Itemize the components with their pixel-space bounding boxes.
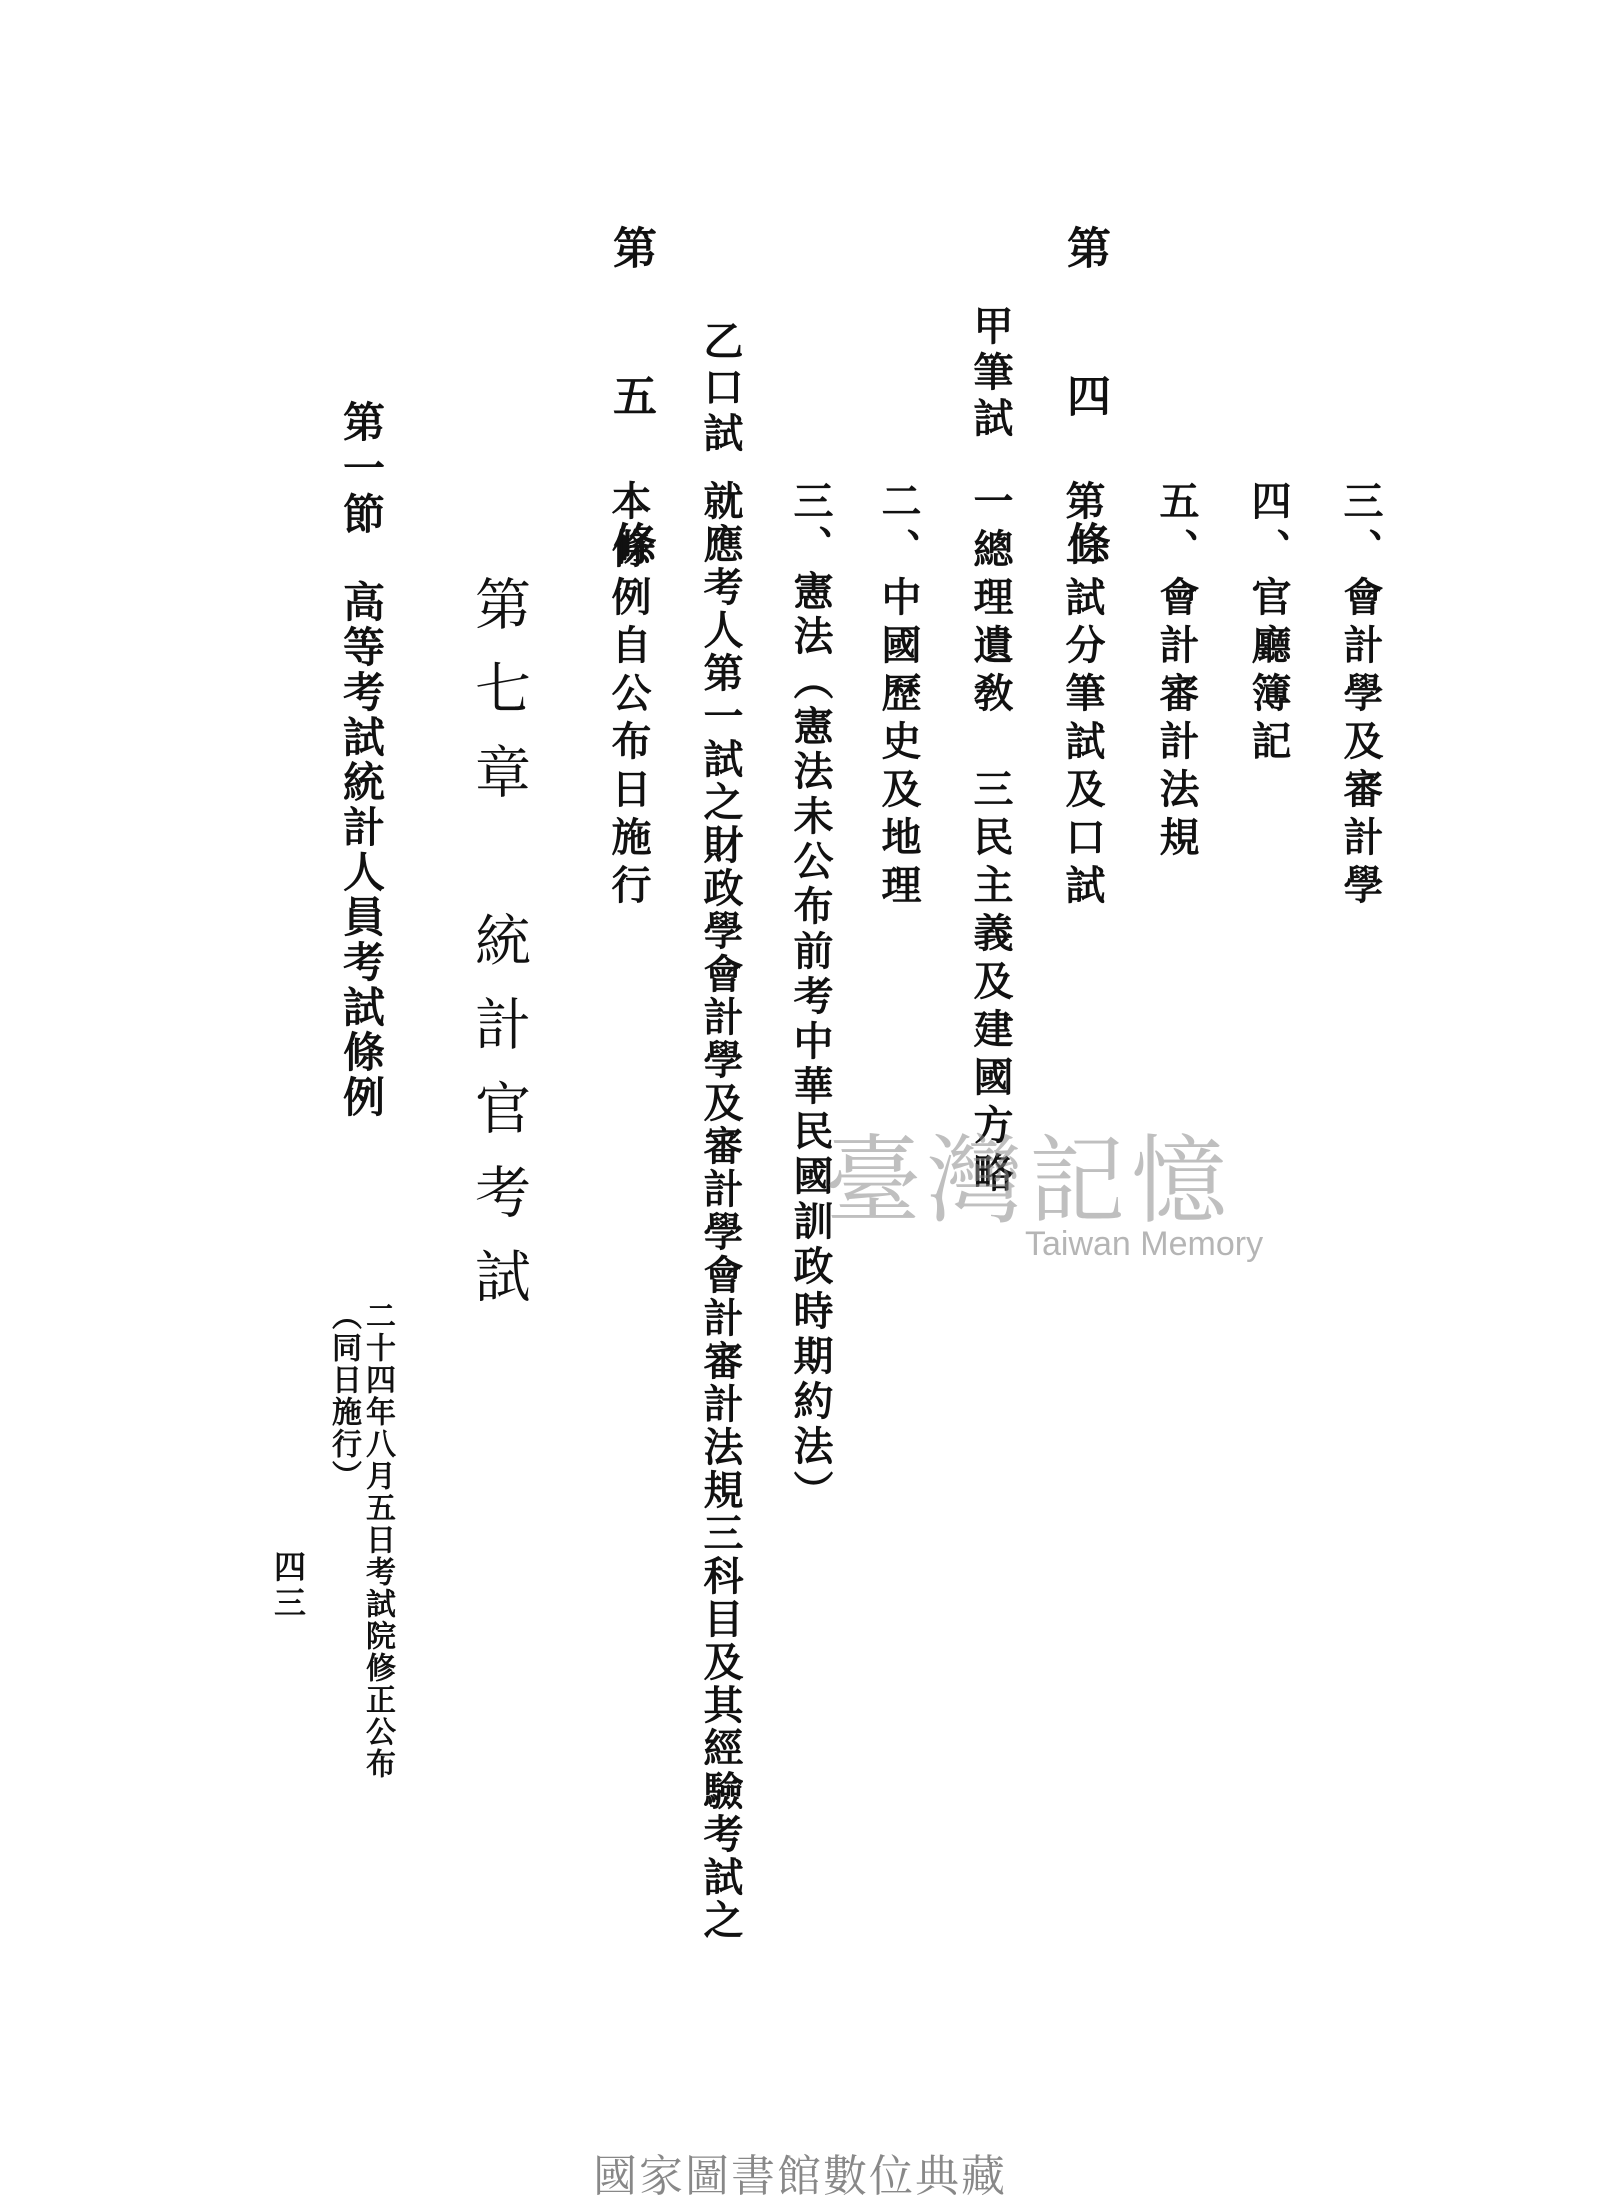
item-4-government-bookkeeping: 四、官廳簿記: [1245, 480, 1292, 768]
article-5-text: 本條例自公布日施行: [605, 480, 652, 912]
library-footer: 國家圖書館數位典藏: [593, 2151, 1007, 2202]
watermark-title: 臺灣記憶: [825, 1125, 1233, 1237]
written-item-2: 二、中國歷史及地理: [875, 480, 922, 912]
watermark-subtitle: Taiwan Memory: [1025, 1225, 1264, 1263]
article-4-label: 第 四 條: [1059, 225, 1110, 595]
written-item-3: 三、憲法（憲法未公布前考中華民國訓政時期約法）: [787, 480, 834, 1515]
oral-exam-text: 就應考人第一試之財政學會計學及審計學會計審計法規三科目及其經驗考試之: [697, 480, 744, 1942]
taiwan-memory-watermark: [825, 1105, 1285, 1285]
item-5-accounting-audit-law: 五、會計審計法規: [1153, 480, 1200, 864]
promulgation-note-line2: （同日施行）: [326, 1300, 361, 1492]
written-item-1: 一總理遺敎 三民主義及建國方略: [967, 480, 1014, 1200]
written-exam-label: 甲筆試: [967, 305, 1014, 443]
item-3-accounting-auditing: 三、會計學及審計學: [1337, 480, 1384, 912]
article-4-text: 第二試分筆試及口試: [1059, 480, 1106, 912]
promulgation-note-line1: 二十四年八月五日考試院修正公布: [360, 1300, 395, 1780]
section-label: 第一節: [337, 400, 386, 538]
section-title: 高等考試統計人員考試條例: [337, 580, 386, 1120]
page-number: 四三: [269, 1550, 307, 1622]
oral-exam-label: 乙口試: [697, 320, 744, 458]
chapter-title: 第七章 統計官考試: [466, 575, 531, 1331]
article-5-label: 第 五 條: [605, 225, 656, 595]
